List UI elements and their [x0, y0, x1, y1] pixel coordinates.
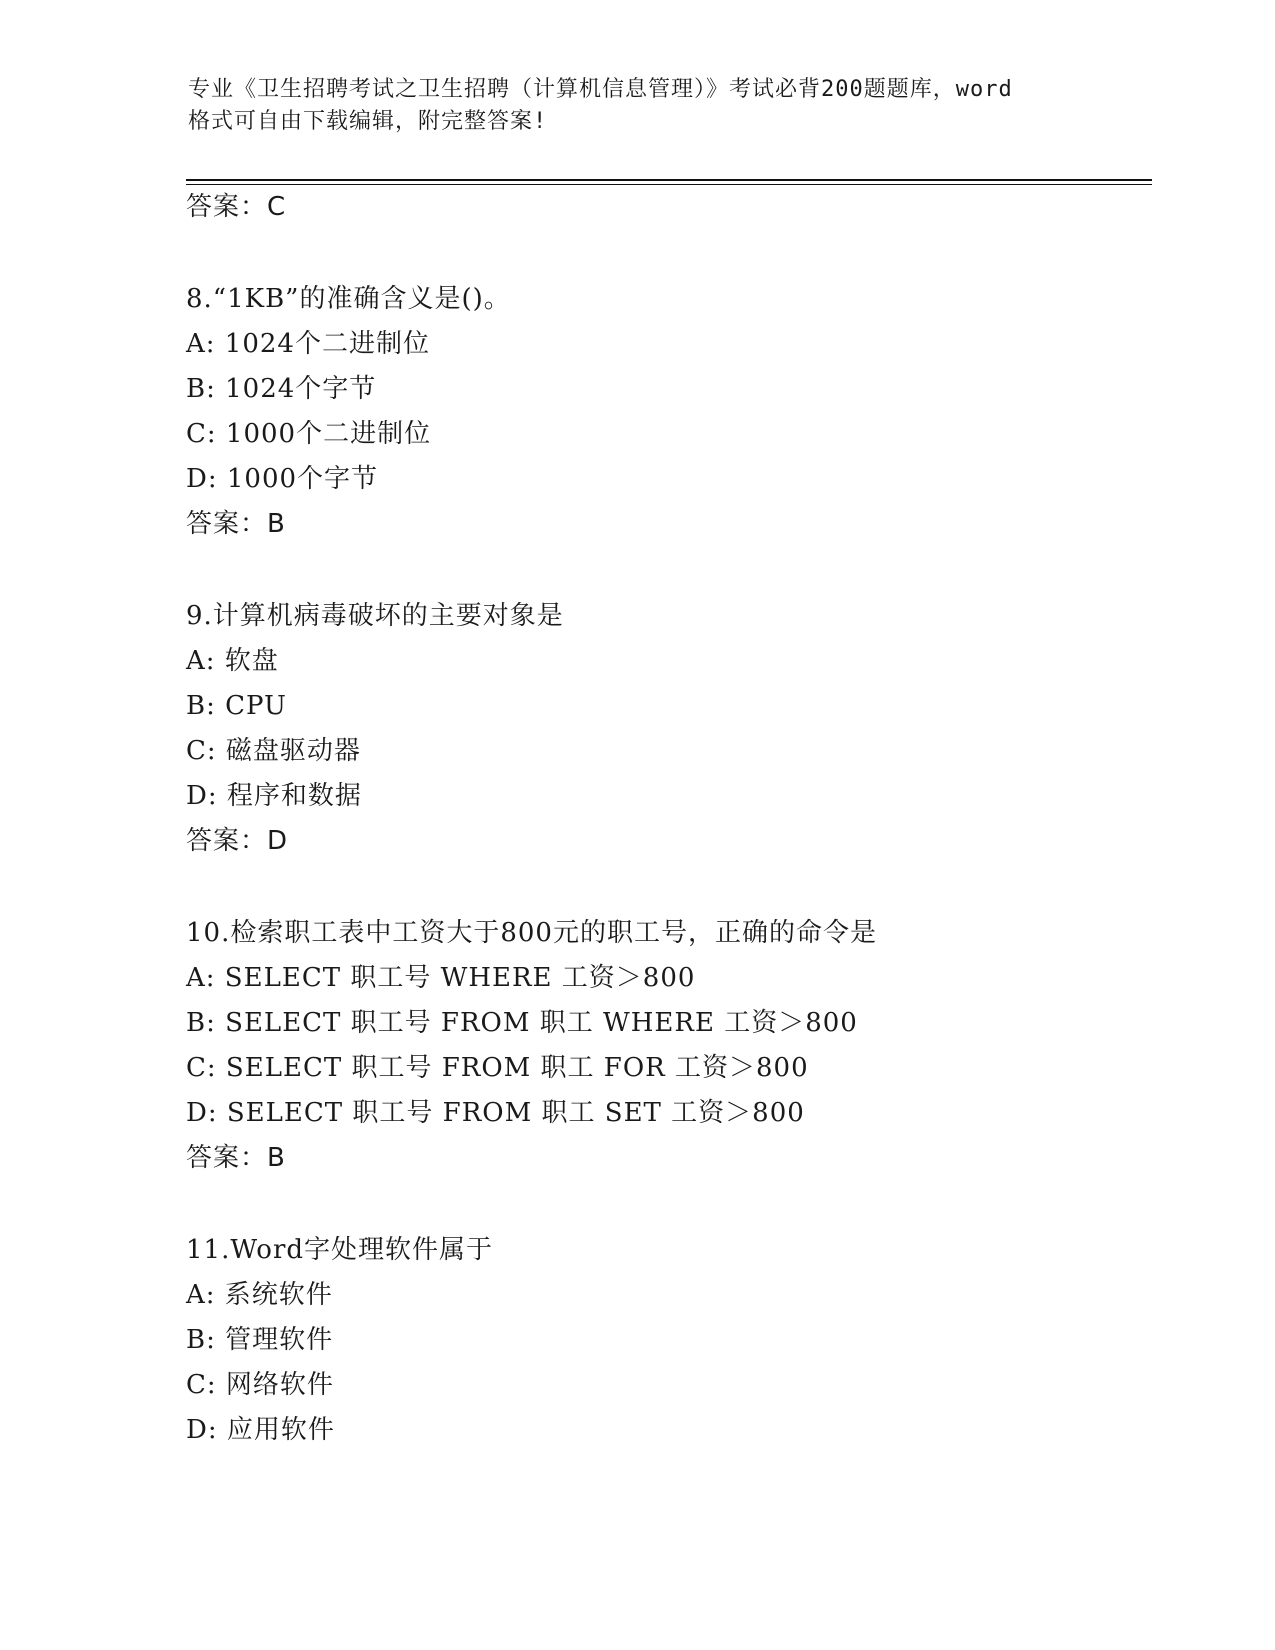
question-10-option-c: C: SELECT 职工号 FROM 职工 FOR 工资＞800	[186, 1053, 809, 1083]
question-8-answer: 答案：B	[186, 509, 286, 539]
question-8-option-b: B: 1024个字节	[186, 374, 377, 404]
header-line-2: 格式可自由下载编辑，附完整答案!	[188, 109, 548, 134]
question-8-option-d: D: 1000个字节	[186, 464, 379, 494]
header-divider-thick	[186, 179, 1152, 181]
question-10-answer: 答案：B	[186, 1143, 286, 1173]
question-11-option-a: A: 系统软件	[186, 1280, 333, 1310]
question-11-option-c: C: 网络软件	[186, 1370, 334, 1400]
question-11-option-d: D: 应用软件	[186, 1415, 335, 1445]
question-11-option-b: B: 管理软件	[186, 1325, 334, 1355]
question-9-option-d: D: 程序和数据	[186, 781, 362, 811]
question-11-title: 11.Word字处理软件属于	[186, 1235, 494, 1265]
question-10-title: 10.检索职工表中工资大于800元的职工号，正确的命令是	[186, 918, 877, 948]
question-10-option-a: A: SELECT 职工号 WHERE 工资＞800	[186, 963, 696, 993]
question-8-title: 8.“1KB”的准确含义是()。	[186, 284, 511, 314]
question-10-option-d: D: SELECT 职工号 FROM 职工 SET 工资＞800	[186, 1098, 805, 1128]
question-9-option-a: A: 软盘	[186, 646, 279, 676]
question-9-answer: 答案：D	[186, 826, 289, 856]
question-9-title: 9.计算机病毒破坏的主要对象是	[186, 601, 564, 631]
question-8-option-a: A: 1024个二进制位	[186, 329, 430, 359]
question-9-option-c: C: 磁盘驱动器	[186, 736, 361, 766]
document-header	[188, 74, 1088, 138]
header-divider-thin	[186, 184, 1152, 185]
header-line-1: 专业《卫生招聘考试之卫生招聘（计算机信息管理）》考试必背200题题库，word	[188, 77, 1013, 102]
previous-answer: 答案：C	[186, 192, 287, 222]
question-9-option-b: B: CPU	[186, 691, 287, 721]
question-10-option-b: B: SELECT 职工号 FROM 职工 WHERE 工资＞800	[186, 1008, 858, 1038]
question-8-option-c: C: 1000个二进制位	[186, 419, 432, 449]
